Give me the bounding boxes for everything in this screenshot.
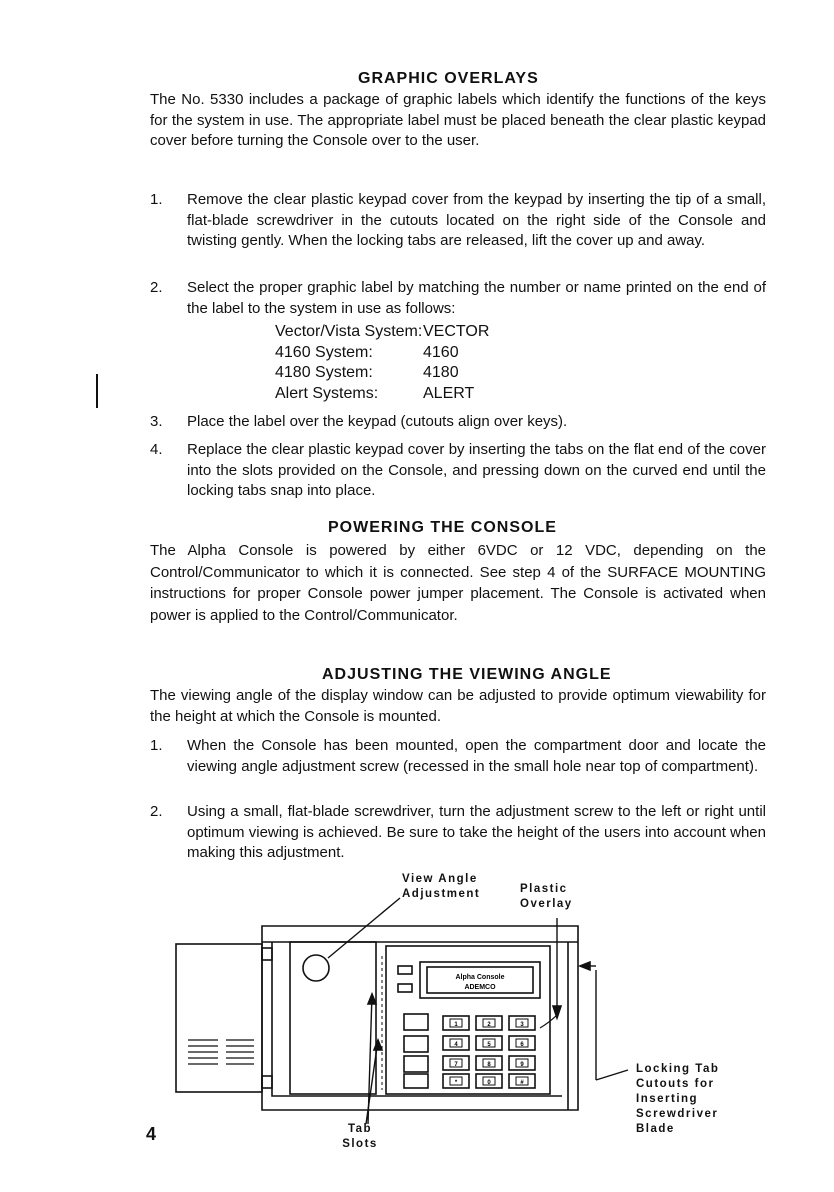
viewing-angle-intro: The viewing angle of the display window can be adjusted to provide optimum viewability for the height at which the Console is mounted. xyxy=(150,687,766,725)
function-key xyxy=(404,1056,428,1072)
keypad-key-label: 8 xyxy=(487,1062,491,1068)
function-key xyxy=(404,1036,428,1052)
step-number: 2. xyxy=(150,803,163,820)
system-label: 4180 xyxy=(423,364,459,381)
step-text: Select the proper graphic label by matching the number or name printed on the end of the label to the system in use as follows: xyxy=(187,279,766,317)
step-text: When the Console has been mounted, open the compartment door and locate the viewing angle adjustment screw (recessed in the small hole near top of compartment). xyxy=(187,737,766,775)
function-key xyxy=(398,966,412,974)
compartment-door xyxy=(176,944,262,1092)
keypad-key-label: * xyxy=(454,1080,458,1086)
keypad-key-label: 7 xyxy=(454,1062,458,1068)
label-tab-slots: Tab Slots xyxy=(342,1123,378,1150)
step-number: 4. xyxy=(150,441,163,458)
viewing-angle-heading: ADJUSTING THE VIEWING ANGLE xyxy=(322,666,612,683)
system-name: 4160 System: xyxy=(275,343,373,361)
function-key xyxy=(404,1014,428,1030)
step-text: Remove the clear plastic keypad cover from the keypad by inserting the tip of a small, flat-blade screwdriver in the cutouts located on the right side of the Console and twisting gently. When the locking tabs are released, lift the cover up and away. xyxy=(187,191,766,249)
step-text: Place the label over the keypad (cutouts align over keys). xyxy=(187,413,568,430)
keypad-key-label: 3 xyxy=(520,1022,524,1028)
graphic-overlays-heading: GRAPHIC OVERLAYS xyxy=(358,70,539,87)
display-line-1: Alpha Console xyxy=(455,974,505,981)
numeric-keypad xyxy=(443,1016,535,1088)
view-angle-screw xyxy=(303,955,329,981)
keypad-key-label: 9 xyxy=(520,1062,524,1068)
keypad-key-label: 0 xyxy=(487,1080,491,1086)
system-label: 4160 xyxy=(423,343,459,361)
hinge-top xyxy=(262,948,272,960)
graphic-overlays-intro: The No. 5330 includes a package of graphic labels which identify the functions of the keys for the system in use. The appropriate label must be placed beneath the clear plastic keypad cover before turning the Console over to the user. xyxy=(150,91,766,149)
step-number: 1. xyxy=(150,191,163,208)
door-grille xyxy=(188,1040,254,1064)
step-number: 1. xyxy=(150,737,163,754)
display-line-2: ADEMCO xyxy=(464,984,496,991)
system-label: VECTOR xyxy=(423,323,490,340)
system-name: 4180 System: xyxy=(275,364,373,381)
step-text: Replace the clear plastic keypad cover by inserting the tabs on the flat end of the cover into the slots provided on the Console, and pressing down on the curved end until the locking tabs snap into place. xyxy=(187,441,766,499)
system-name: Alert Systems: xyxy=(275,384,379,402)
keypad-key-label: 6 xyxy=(520,1042,524,1048)
system-label: ALERT xyxy=(423,384,475,402)
keypad-key-label: 5 xyxy=(487,1042,491,1048)
leader-view-angle xyxy=(328,898,400,958)
label-locking-tab: Locking Tab Cutouts for Inserting Screwdriver Blade xyxy=(636,1063,720,1135)
label-plastic-overlay: Plastic Overlay xyxy=(520,883,573,910)
leader-locking-tab xyxy=(596,970,628,1080)
keypad-key-label: 1 xyxy=(454,1022,458,1028)
hinge-bottom xyxy=(262,1076,272,1088)
step-text: Using a small, flat-blade screwdriver, turn the adjustment screw to the left or right until optimum viewing is achieved. Be sure to take the height of the users into account when making this adjustment. xyxy=(187,803,766,861)
step-number: 2. xyxy=(150,279,163,296)
label-view-angle: View Angle Adjustment xyxy=(402,873,481,900)
keypad-key-label: 2 xyxy=(487,1022,491,1028)
system-name: Vector/Vista System: xyxy=(275,323,423,340)
keypad-key-label: # xyxy=(520,1080,524,1086)
arrowhead xyxy=(553,1006,561,1018)
function-key xyxy=(398,984,412,992)
powering-heading: POWERING THE CONSOLE xyxy=(328,519,557,536)
step-number: 3. xyxy=(150,413,163,430)
powering-text: The Alpha Console is powered by either 6VDC or 12 VDC, depending on the Control/Communicator to which it is connected. See step 4 of the SURFACE MOUNTING instructions for proper Console power jumper placement. The Console is activated when power is applied to the Control/Communicator. xyxy=(150,542,766,624)
function-key xyxy=(404,1074,428,1088)
page-number: 4 xyxy=(146,1124,157,1144)
console-body xyxy=(262,926,578,1110)
keypad-key-label: 4 xyxy=(454,1042,458,1048)
